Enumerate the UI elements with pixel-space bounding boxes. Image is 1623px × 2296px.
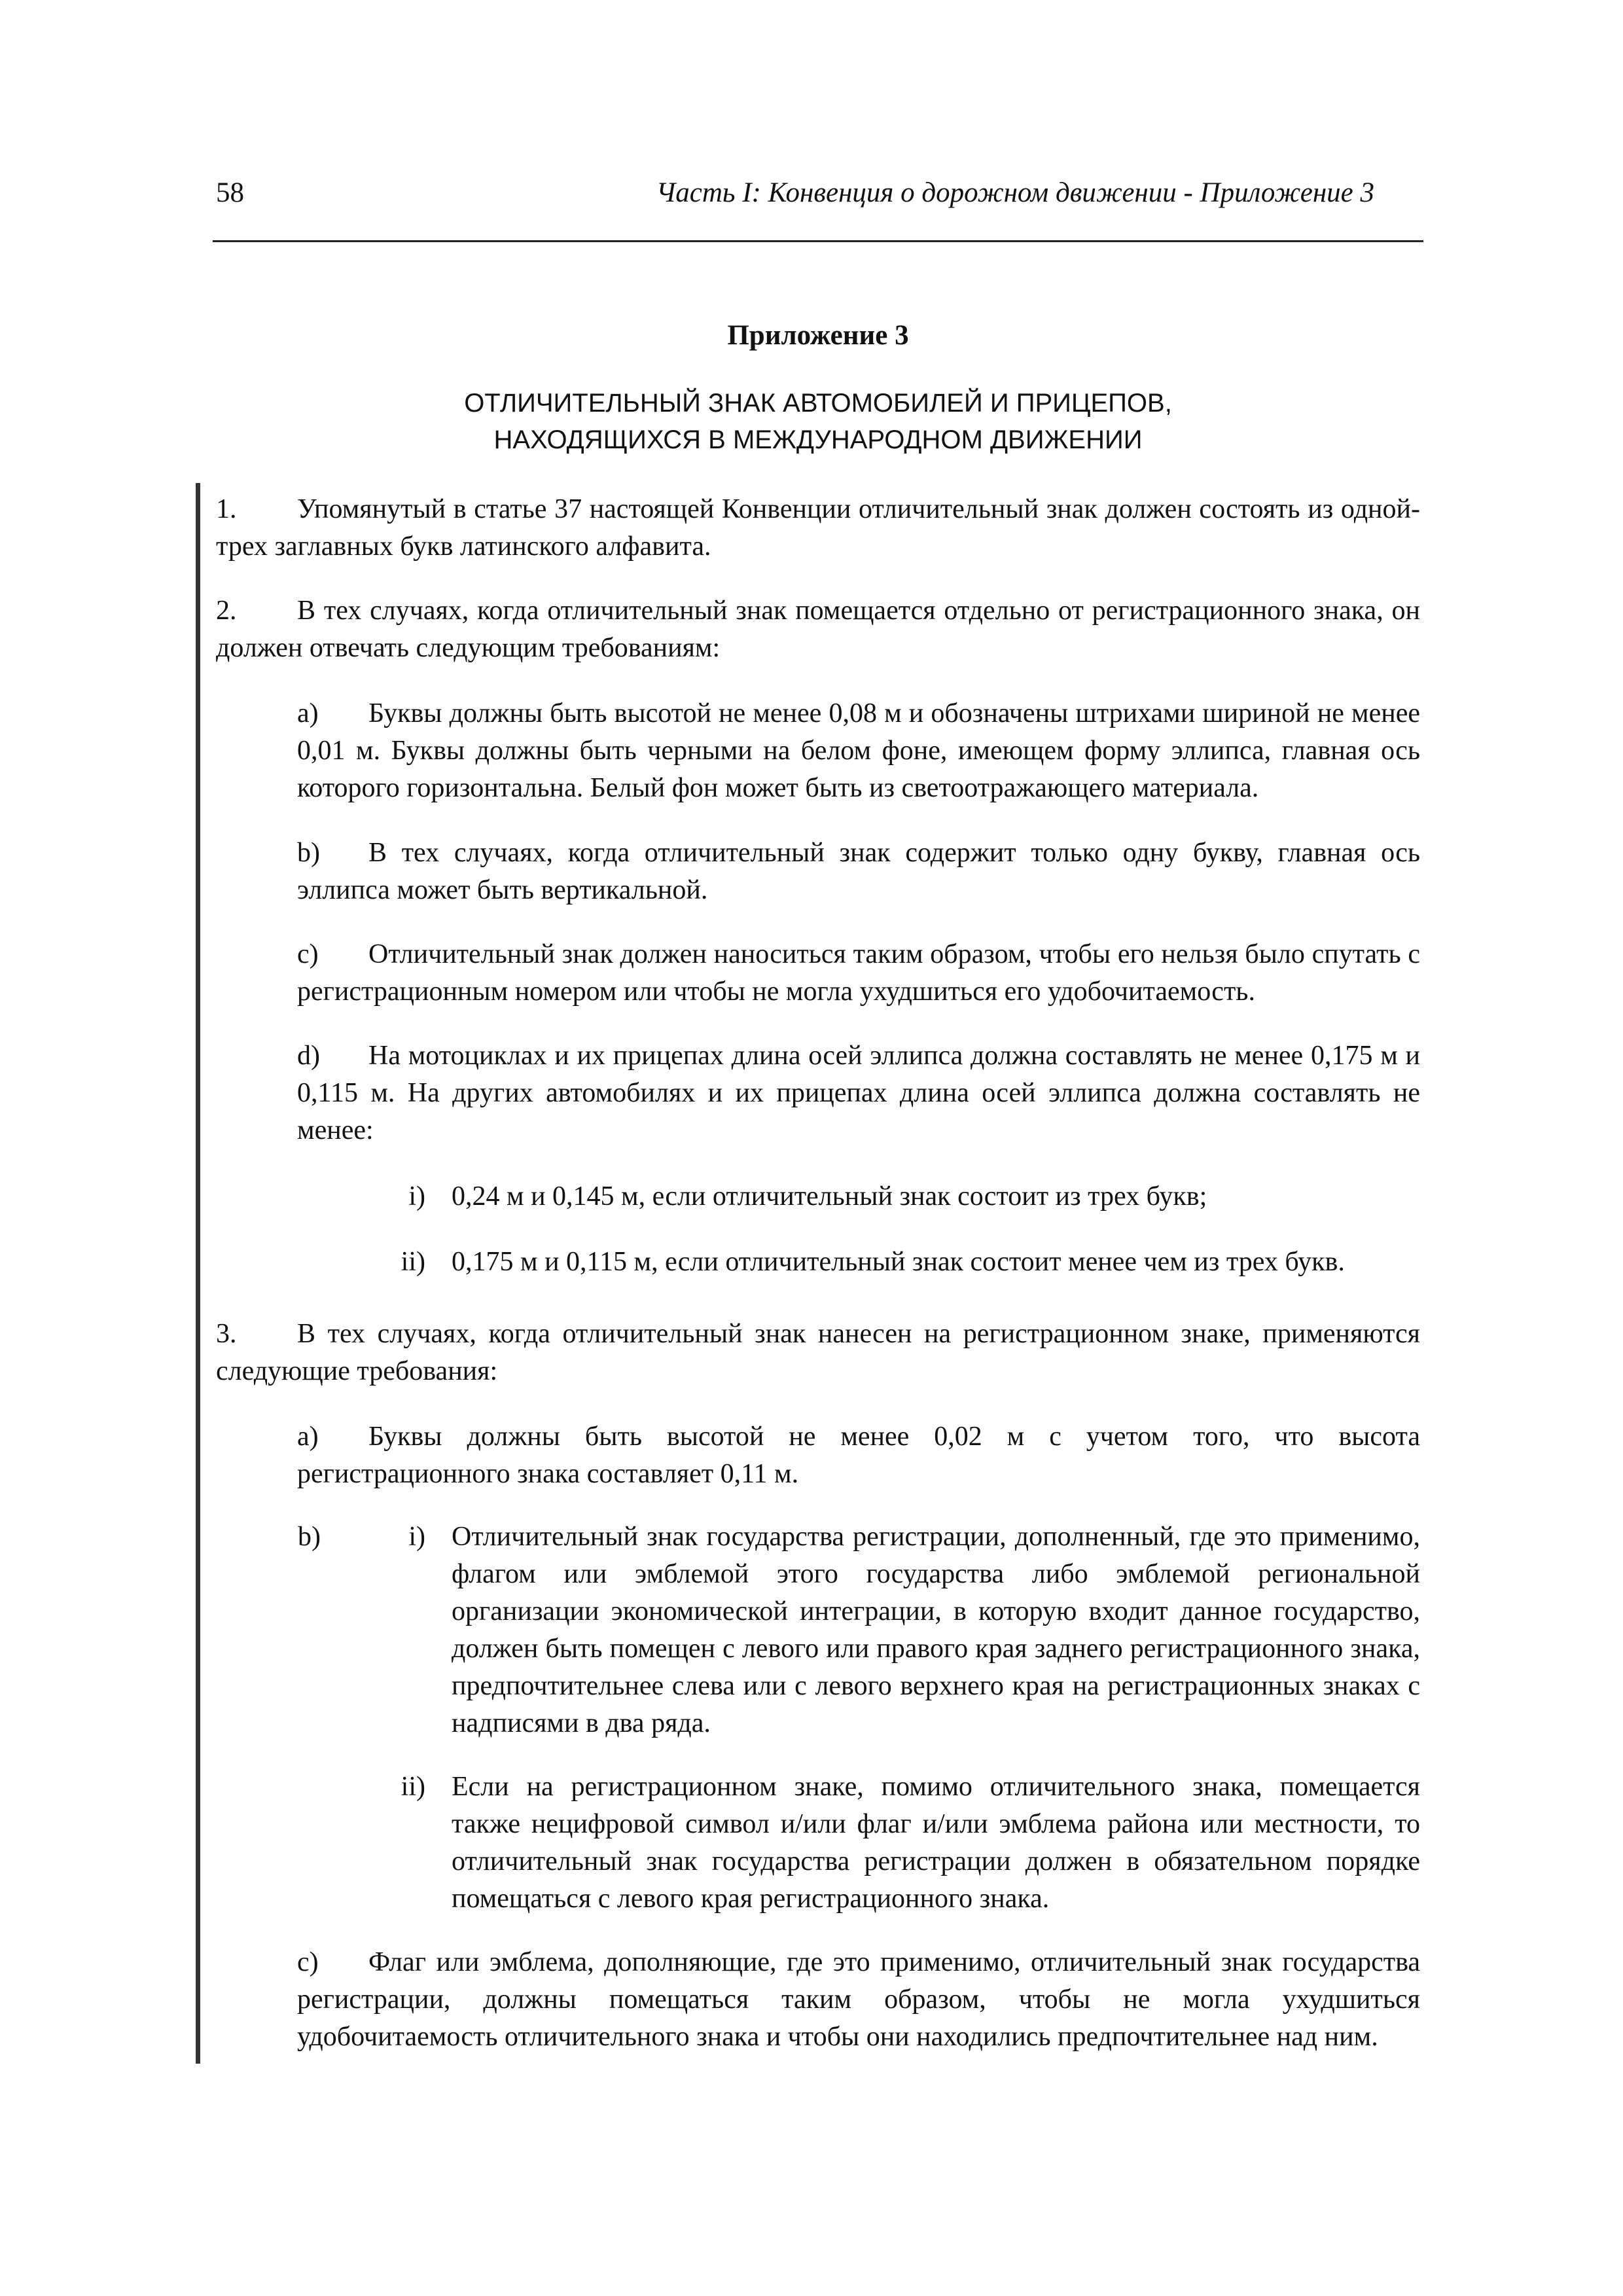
subparagraph-3b-i [216,1518,1420,1767]
item-text: Отличительный знак государства регистрации, дополненный, где это применимо, флагом или эмблемой этого государства либо эмблемой региональной организации экономической интеграции, в которую входит данное государство, должен быть помещен с левого или правого края заднего регистрационного знака, предпочтительнее слева или с левого верхнего края на регистрационных знаках с надписями в два ряда. [452,1522,1420,1738]
subparagraph-2d [216,1037,1420,1149]
subparagraph-2c [216,936,1420,1011]
subparagraph-text: На мотоциклах и их прицепах длина осей эллипса должна составлять не менее 0,175 м и 0,115 м. На других автомобилях и их прицепах длина осей эллипса должна составлять не менее: [297,1041,1420,1145]
subparagraph-text: Буквы должны быть высотой не менее 0,08 м и обозначены штрихами шириной не менее 0,01 м. Буквы должны быть черными на белом фоне, имеющем форму эллипса, главная ось которого горизонтальна. Белый фон может быть из светоотражающего материала. [297,698,1420,803]
paragraph-text: В тех случаях, когда отличительный знак нанесен на регистрационном знаке, применяются следующие требования: [216,1319,1420,1386]
subparagraph-label: c) [297,1947,319,1977]
item-2d-ii [216,1244,1420,1283]
revision-bar [196,483,200,2064]
header-rule [213,240,1423,242]
item-text: 0,175 м и 0,115 м, если отличительный знак состоит менее чем из трех букв. [452,1247,1345,1277]
subparagraph-label: c) [297,939,319,969]
subparagraph-3a [216,1418,1420,1493]
paragraph-2 [216,592,1420,667]
paragraph-text: В тех случаях, когда отличительный знак помещается отдельно от регистрационного знака, он должен отвечать следующим требованиям: [216,596,1420,663]
paragraph-number: 3. [216,1319,237,1349]
subparagraph-label: b) [298,1522,321,1552]
subparagraph-2a [216,695,1420,807]
item-label: i) [408,1522,425,1552]
paragraph-3 [216,1316,1420,1390]
subparagraph-label: a) [297,1422,319,1452]
running-title: Часть I: Конвенция о дорожном движении - Приложение 3 [656,177,1374,208]
main-title [216,385,1420,458]
main-title-line-1: ОТЛИЧИТЕЛЬНЫЙ ЗНАК АВТОМОБИЛЕЙ И ПРИЦЕПОВ, [464,389,1172,418]
subparagraph-text: Флаг или эмблема, дополняющие, где это применимо, отличительный знак государства регистрации, должны помещаться таким образом, чтобы не могла ухудшиться удобочитаемость отличительного знака и чтобы они находились предпочтительнее над ним. [297,1947,1420,2052]
subparagraph-label: b) [297,838,320,868]
subparagraph-text: Буквы должны быть высотой не менее 0,02 м с учетом того, что высота регистрационного знака составляет 0,11 м. [297,1422,1420,1489]
item-text: 0,24 м и 0,145 м, если отличительный знак состоит из трех букв; [452,1181,1207,1211]
paragraph-number: 1. [216,494,237,524]
subparagraph-3c [216,1944,1420,2056]
subparagraph-label: d) [297,1041,320,1071]
subparagraph-2b [216,834,1420,909]
main-title-line-2: НАХОДЯЩИХСЯ В МЕЖДУНАРОДНОМ ДВИЖЕНИИ [493,425,1143,454]
page-number: 58 [216,177,244,208]
item-text: Если на регистрационном знаке, помимо отличительного знака, помещается также нецифровой символ и/или флаг и/или эмблема района или местности, то отличительный знак государства регистрации должен в обязательном порядке помещаться с левого края регистрационного знака. [452,1772,1420,1914]
item-2d-i [216,1178,1420,1217]
subparagraph-3b-ii [216,1768,1420,1926]
paragraph-1 [216,491,1420,565]
subparagraph-label: a) [297,698,319,728]
annex-title: Приложение 3 [727,320,909,351]
subparagraph-text: В тех случаях, когда отличительный знак содержит только одну букву, главная ось эллипса может быть вертикальной. [297,838,1420,905]
page-header [216,177,1420,223]
paragraph-number: 2. [216,596,237,626]
paragraph-text: Упомянутый в статье 37 настоящей Конвенции отличительный знак должен состоять из одной-трех заглавных букв латинского алфавита. [216,494,1420,562]
item-label: ii) [401,1772,425,1802]
item-label: i) [408,1181,425,1211]
subparagraph-text: Отличительный знак должен наноситься таким образом, чтобы его нельзя было спутать с регистрационным номером или чтобы не могла ухудшиться его удобочитаемость. [297,939,1420,1007]
item-label: ii) [401,1247,425,1277]
